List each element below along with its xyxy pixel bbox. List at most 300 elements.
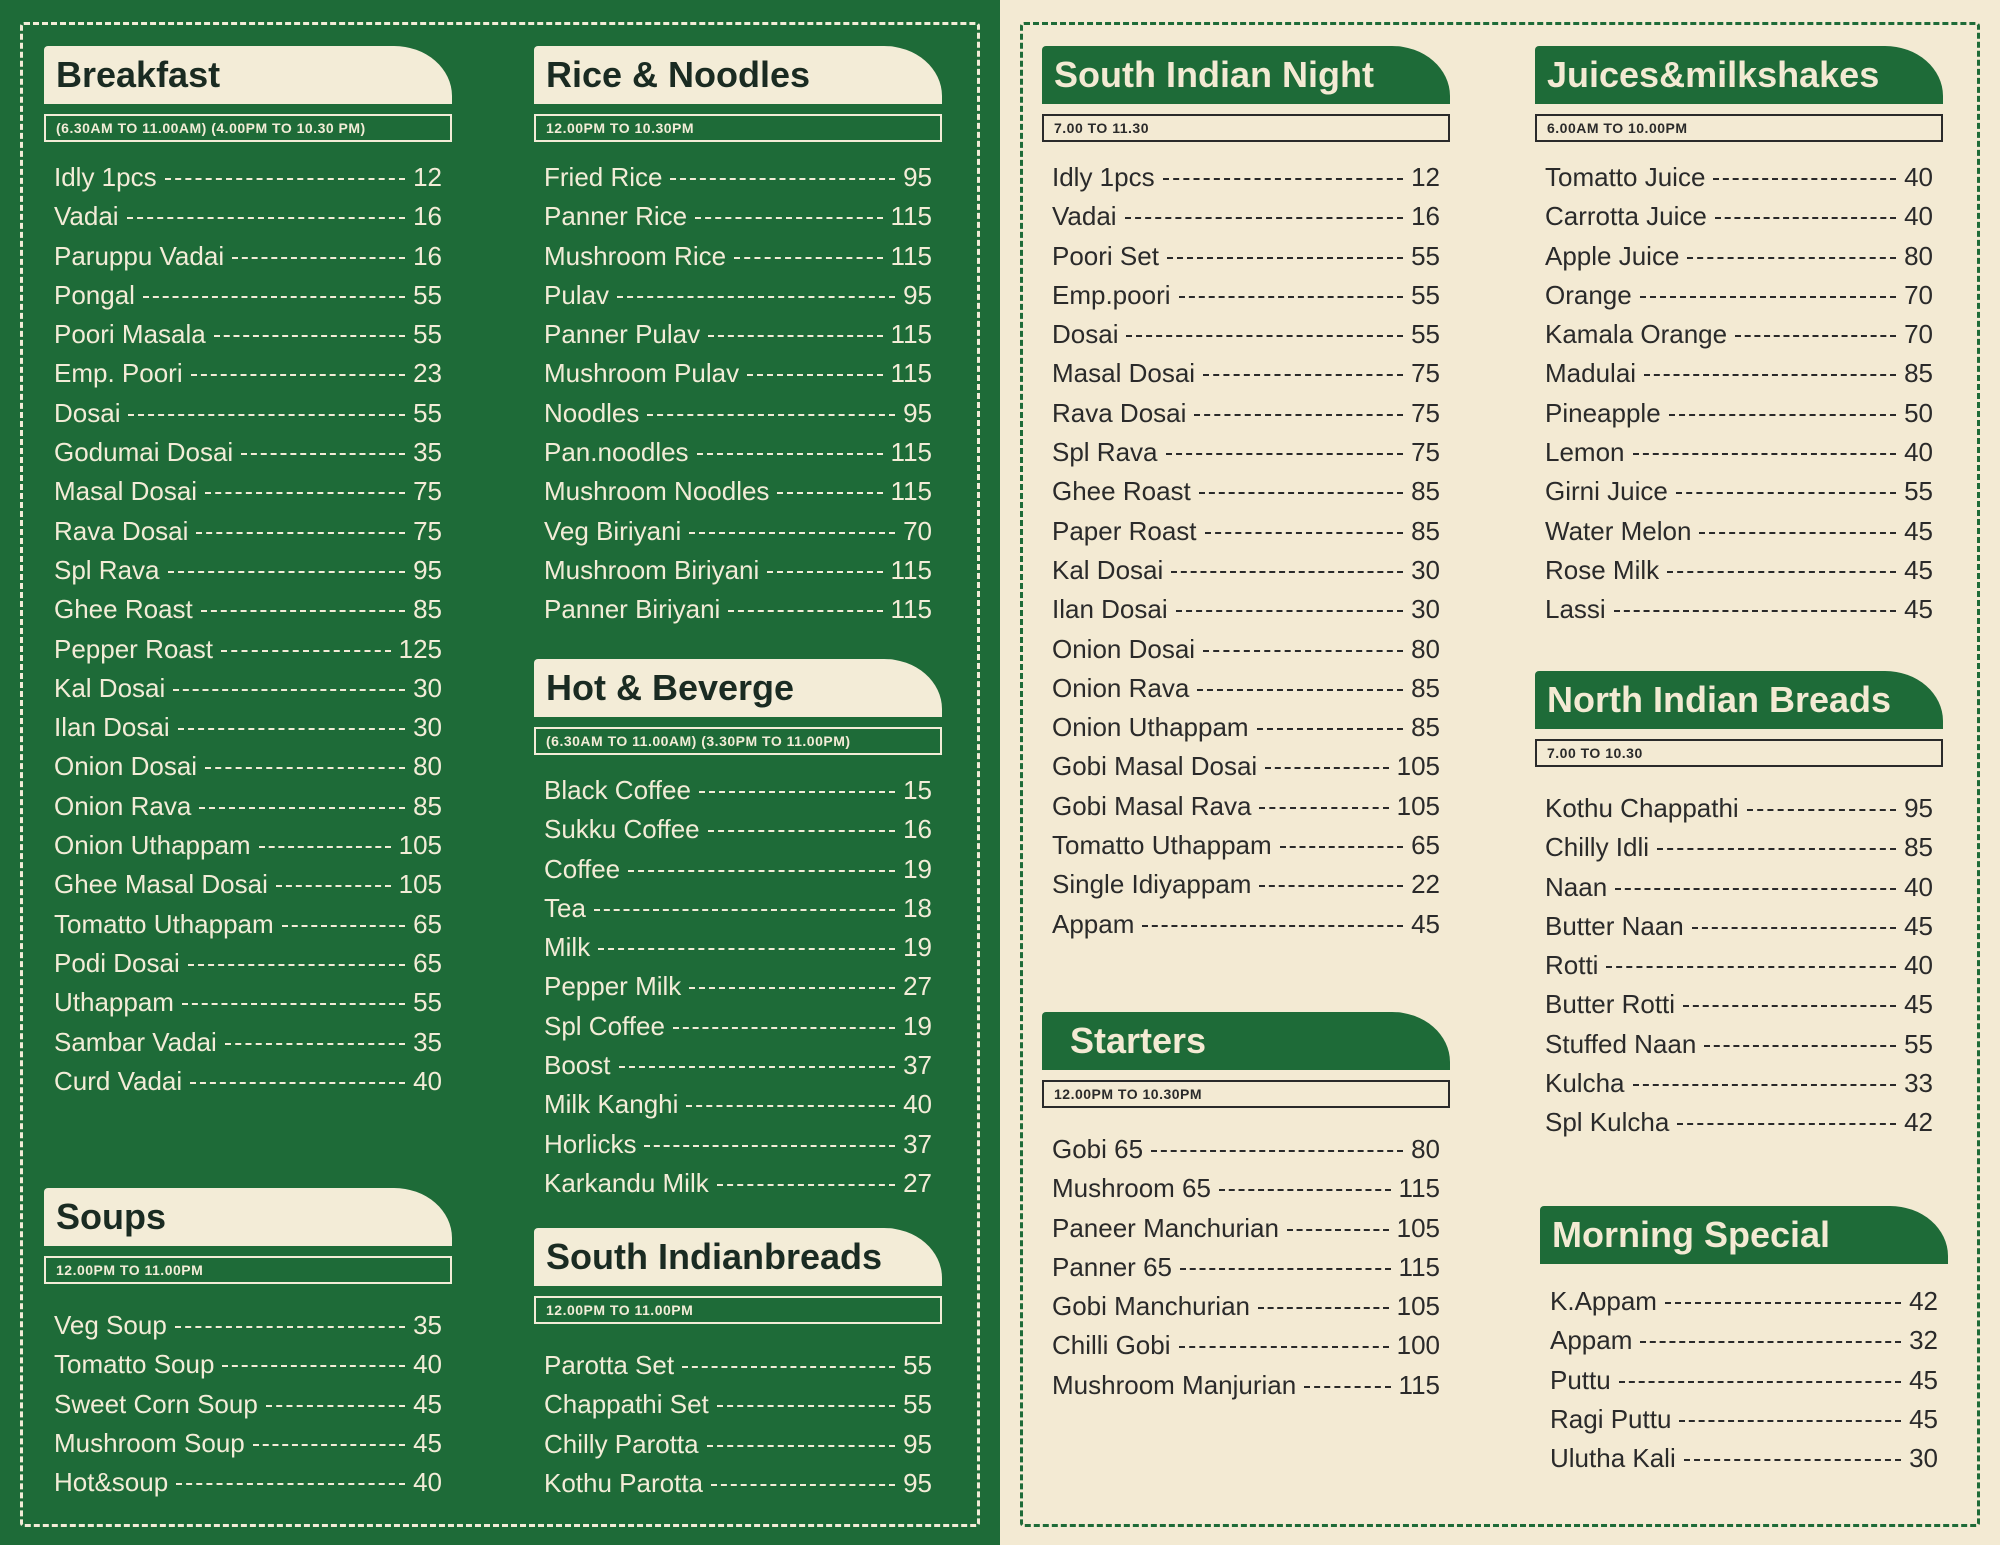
menu-item xyxy=(534,1089,942,1128)
item-name: Mushroom 65 xyxy=(1052,1173,1211,1204)
dotted-leader xyxy=(128,414,405,416)
item-name: Tomatto Soup xyxy=(54,1349,215,1380)
item-name: Mushroom Pulav xyxy=(544,358,740,389)
menu-item xyxy=(1535,476,1943,515)
menu-item xyxy=(1042,594,1450,633)
menu-item xyxy=(1540,1443,1948,1482)
menu-item xyxy=(1042,1213,1450,1252)
item-price: 55 xyxy=(903,1350,932,1380)
item-name: Gobi 65 xyxy=(1052,1134,1144,1164)
item-list xyxy=(44,162,452,1105)
dotted-leader xyxy=(747,374,882,376)
item-price: 30 xyxy=(413,672,442,703)
item-name: Lassi xyxy=(1545,594,1606,625)
menu-item xyxy=(1042,869,1450,908)
item-price: 80 xyxy=(1411,1134,1440,1164)
item-price: 105 xyxy=(1396,790,1440,821)
item-name: Kothu Chappathi xyxy=(1545,793,1739,823)
menu-item xyxy=(44,1389,452,1428)
dotted-leader xyxy=(711,1484,895,1486)
item-name: Uthappam xyxy=(54,987,174,1018)
item-name: Chilly Parotta xyxy=(544,1428,699,1459)
dotted-leader xyxy=(199,807,405,809)
dotted-leader xyxy=(717,1184,895,1186)
dotted-leader xyxy=(628,870,895,872)
menu-item xyxy=(534,516,942,555)
item-price: 95 xyxy=(903,397,932,428)
dotted-leader xyxy=(259,846,391,848)
section-title: South Indianbreads xyxy=(534,1228,942,1286)
menu-item xyxy=(1042,909,1450,948)
item-name: Onion Uthappam xyxy=(54,830,251,861)
item-price: 45 xyxy=(1904,515,1933,546)
item-name: Chilly Idli xyxy=(1545,832,1650,863)
menu-item xyxy=(44,909,452,948)
item-name: Paneer Manchurian xyxy=(1052,1212,1279,1243)
dotted-leader xyxy=(1180,1268,1391,1270)
dotted-leader xyxy=(697,453,883,455)
dotted-leader xyxy=(1194,414,1403,416)
item-name: Kal Dosai xyxy=(54,672,166,703)
dotted-leader xyxy=(617,296,895,298)
dotted-leader xyxy=(689,987,895,989)
item-price: 40 xyxy=(1904,950,1933,981)
menu-item xyxy=(534,775,942,814)
item-name: Rotti xyxy=(1545,950,1599,981)
item-price: 35 xyxy=(413,437,442,468)
item-price: 115 xyxy=(890,476,932,507)
dotted-leader xyxy=(699,791,895,793)
dotted-leader xyxy=(1151,1150,1403,1152)
section-hours: (6.30AM TO 11.00AM) (3.30PM TO 11.00PM) xyxy=(534,727,942,755)
menu-item xyxy=(1535,989,1943,1028)
dotted-leader xyxy=(225,1043,405,1045)
item-price: 115 xyxy=(890,594,932,625)
menu-item xyxy=(534,162,942,201)
menu-item xyxy=(1540,1286,1948,1325)
item-name: Kal Dosai xyxy=(1052,554,1164,585)
menu-item xyxy=(44,1310,452,1349)
dotted-leader xyxy=(1287,1229,1389,1231)
menu-item xyxy=(1042,437,1450,476)
item-price: 45 xyxy=(1904,910,1933,941)
dotted-leader xyxy=(205,492,405,494)
item-price: 85 xyxy=(1411,672,1440,703)
section-breakfast xyxy=(44,46,452,1105)
dotted-leader xyxy=(1205,532,1404,534)
menu-item xyxy=(1535,1107,1943,1146)
item-list xyxy=(1540,1286,1948,1482)
menu-item xyxy=(534,319,942,358)
dotted-leader xyxy=(695,217,882,219)
dotted-leader xyxy=(1665,1302,1901,1304)
item-price: 35 xyxy=(413,1026,442,1057)
menu-item xyxy=(44,634,452,673)
menu-item xyxy=(44,1066,452,1105)
dotted-leader xyxy=(205,767,405,769)
item-price: 75 xyxy=(413,476,442,507)
item-price: 85 xyxy=(1411,712,1440,743)
section-title: North Indian Breads xyxy=(1535,671,1943,729)
dotted-leader xyxy=(619,1066,896,1068)
dotted-leader xyxy=(241,453,405,455)
section-title: Juices&milkshakes xyxy=(1535,46,1943,104)
item-name: Naan xyxy=(1545,871,1608,902)
section-soups xyxy=(44,1188,452,1506)
menu-item xyxy=(44,476,452,515)
dotted-leader xyxy=(717,1405,895,1407)
item-name: Kamala Orange xyxy=(1545,319,1728,350)
item-name: Rava Dosai xyxy=(54,515,189,546)
dotted-leader xyxy=(173,689,405,691)
menu-item xyxy=(1535,201,1943,240)
section-title: Morning Special xyxy=(1540,1206,1948,1264)
item-price: 100 xyxy=(1396,1330,1440,1361)
dotted-leader xyxy=(1657,848,1896,850)
dotted-leader xyxy=(1125,217,1404,219)
item-name: Butter Naan xyxy=(1545,910,1684,941)
item-name: Black Coffee xyxy=(544,775,691,805)
item-name: Spl Kulcha xyxy=(1545,1107,1670,1138)
item-price: 23 xyxy=(413,358,442,389)
item-price: 22 xyxy=(1411,869,1440,900)
item-price: 30 xyxy=(413,712,442,743)
menu-item xyxy=(534,398,942,437)
item-price: 65 xyxy=(1411,830,1440,861)
menu-item xyxy=(1042,476,1450,515)
item-name: Noodles xyxy=(544,397,640,428)
item-price: 70 xyxy=(1904,279,1933,310)
menu-item xyxy=(44,516,452,555)
item-name: Curd Vadai xyxy=(54,1065,183,1096)
menu-item xyxy=(1042,791,1450,830)
menu-item xyxy=(1540,1325,1948,1364)
dotted-leader xyxy=(1614,610,1896,612)
menu-item xyxy=(1535,280,1943,319)
item-price: 42 xyxy=(1909,1286,1938,1316)
dotted-leader xyxy=(1606,966,1896,968)
dotted-leader xyxy=(647,414,895,416)
dotted-leader xyxy=(165,178,405,180)
item-price: 40 xyxy=(413,1349,442,1380)
item-name: Single Idiyappam xyxy=(1052,869,1252,900)
item-price: 115 xyxy=(1398,1173,1440,1204)
section-title: Rice & Noodles xyxy=(534,46,942,104)
dotted-leader xyxy=(708,830,895,832)
item-name: Ragi Puttu xyxy=(1550,1403,1672,1434)
item-price: 80 xyxy=(1904,240,1933,271)
menu-item xyxy=(534,594,942,633)
item-name: Panner Biriyani xyxy=(544,594,721,625)
item-price: 15 xyxy=(903,775,932,805)
dotted-leader xyxy=(1677,1123,1896,1125)
item-price: 80 xyxy=(1411,633,1440,664)
item-price: 42 xyxy=(1904,1107,1933,1138)
dotted-leader xyxy=(214,335,405,337)
item-name: Gobi Masal Rava xyxy=(1052,790,1252,821)
menu-item xyxy=(1042,712,1450,751)
item-price: 55 xyxy=(1411,240,1440,271)
menu-item xyxy=(44,358,452,397)
menu-item xyxy=(534,1429,942,1468)
item-price: 95 xyxy=(903,279,932,310)
item-price: 55 xyxy=(1904,1028,1933,1059)
item-name: Chilli Gobi xyxy=(1052,1330,1171,1361)
item-price: 45 xyxy=(1904,594,1933,625)
item-price: 85 xyxy=(1411,476,1440,507)
dotted-leader xyxy=(1667,571,1896,573)
dotted-leader xyxy=(670,178,895,180)
dotted-leader xyxy=(767,571,882,573)
item-name: Dosai xyxy=(54,397,121,428)
section-title: South Indian Night xyxy=(1042,46,1450,104)
menu-item xyxy=(44,437,452,476)
menu-item xyxy=(534,1350,942,1389)
menu-item xyxy=(1042,1252,1450,1291)
menu-item xyxy=(534,854,942,893)
dotted-leader xyxy=(1203,374,1403,376)
item-price: 115 xyxy=(1398,1251,1440,1282)
menu-item xyxy=(1042,1291,1450,1330)
dotted-leader xyxy=(1713,178,1896,180)
item-price: 40 xyxy=(413,1467,442,1498)
menu-item xyxy=(1042,358,1450,397)
dotted-leader xyxy=(175,1326,405,1328)
item-list xyxy=(1042,162,1450,948)
section-hours: 12.00PM TO 10.30PM xyxy=(534,114,942,142)
dotted-leader xyxy=(1166,453,1404,455)
item-price: 95 xyxy=(903,1467,932,1498)
section-title: Soups xyxy=(44,1188,452,1246)
item-name: Panner 65 xyxy=(1052,1251,1172,1282)
item-name: Milk Kanghi xyxy=(544,1089,679,1120)
section-hours: (6.30AM TO 11.00AM) (4.00PM TO 10.30 PM) xyxy=(44,114,452,142)
dotted-leader xyxy=(1219,1189,1391,1191)
item-price: 30 xyxy=(1411,554,1440,585)
dotted-leader xyxy=(1265,767,1388,769)
menu-item xyxy=(1535,162,1943,201)
item-price: 105 xyxy=(1396,1291,1440,1322)
item-name: Appam xyxy=(1052,908,1135,939)
dotted-leader xyxy=(1176,610,1403,612)
item-price: 50 xyxy=(1904,397,1933,428)
item-list xyxy=(534,162,942,634)
menu-item xyxy=(44,1027,452,1066)
item-name: Apple Juice xyxy=(1545,240,1680,271)
item-price: 70 xyxy=(1904,319,1933,350)
item-name: Kothu Parotta xyxy=(544,1467,703,1498)
item-price: 45 xyxy=(1411,908,1440,939)
item-name: Rose Milk xyxy=(1545,554,1660,585)
item-name: Mushroom Rice xyxy=(544,240,727,271)
menu-item xyxy=(534,201,942,240)
item-price: 55 xyxy=(413,279,442,310)
menu-item xyxy=(44,398,452,437)
item-price: 12 xyxy=(1411,162,1440,192)
menu-item xyxy=(1042,398,1450,437)
item-price: 125 xyxy=(398,633,442,664)
item-price: 105 xyxy=(398,830,442,861)
section-hot-beverage xyxy=(534,659,942,1207)
item-name: Coffee xyxy=(544,853,621,884)
dotted-leader xyxy=(777,492,882,494)
item-price: 105 xyxy=(1396,1212,1440,1243)
item-name: Poori Masala xyxy=(54,319,206,350)
menu-item xyxy=(44,987,452,1026)
menu-item xyxy=(534,1389,942,1428)
item-price: 115 xyxy=(890,358,932,389)
item-name: K.Appam xyxy=(1550,1286,1657,1316)
dotted-leader xyxy=(1167,257,1403,259)
item-price: 70 xyxy=(903,515,932,546)
item-name: Chappathi Set xyxy=(544,1389,709,1420)
item-name: Masal Dosai xyxy=(54,476,198,507)
item-name: Kulcha xyxy=(1545,1068,1625,1099)
menu-item xyxy=(44,201,452,240)
item-name: Pepper Roast xyxy=(54,633,213,664)
item-name: Carrotta Juice xyxy=(1545,201,1707,232)
dotted-leader xyxy=(1669,414,1896,416)
menu-item xyxy=(534,893,942,932)
item-price: 45 xyxy=(413,1427,442,1458)
menu-item xyxy=(44,673,452,712)
dotted-leader xyxy=(1692,927,1896,929)
item-name: Tomatto Uthappam xyxy=(54,908,274,939)
item-name: Paper Roast xyxy=(1052,515,1197,546)
item-price: 16 xyxy=(413,201,442,232)
menu-item xyxy=(1535,437,1943,476)
item-price: 45 xyxy=(1909,1364,1938,1395)
menu-item xyxy=(1540,1365,1948,1404)
item-price: 85 xyxy=(1904,832,1933,863)
item-price: 115 xyxy=(890,554,932,585)
item-name: Appam xyxy=(1550,1325,1633,1356)
item-price: 95 xyxy=(1904,793,1933,823)
menu-item xyxy=(1535,555,1943,594)
item-name: Mushroom Noodles xyxy=(544,476,770,507)
dotted-leader xyxy=(1259,807,1388,809)
item-price: 30 xyxy=(1909,1443,1938,1474)
item-name: Sweet Corn Soup xyxy=(54,1388,258,1419)
item-name: Madulai xyxy=(1545,358,1637,389)
section-hours: 7.00 TO 10.30 xyxy=(1535,739,1943,767)
dotted-leader xyxy=(1258,1307,1389,1309)
item-name: Podi Dosai xyxy=(54,947,180,978)
item-name: Orange xyxy=(1545,279,1632,310)
item-name: Gobi Masal Dosai xyxy=(1052,751,1258,782)
dotted-leader xyxy=(644,1145,895,1147)
item-price: 45 xyxy=(413,1388,442,1419)
item-price: 16 xyxy=(413,240,442,271)
item-name: Onion Rava xyxy=(1052,672,1190,703)
item-list xyxy=(1042,1134,1450,1409)
item-price: 95 xyxy=(903,1428,932,1459)
menu-item xyxy=(1042,319,1450,358)
item-name: Ilan Dosai xyxy=(1052,594,1168,625)
menu-item xyxy=(1042,162,1450,201)
dotted-leader xyxy=(1640,1341,1901,1343)
item-name: Vadai xyxy=(54,201,119,232)
menu-item xyxy=(534,971,942,1010)
menu-item xyxy=(1042,201,1450,240)
item-price: 40 xyxy=(413,1065,442,1096)
dotted-leader xyxy=(594,909,895,911)
dotted-leader xyxy=(127,217,406,219)
dotted-leader xyxy=(176,1483,405,1485)
section-morning-special xyxy=(1540,1206,1948,1482)
item-name: Spl Coffee xyxy=(544,1010,665,1041)
dotted-leader xyxy=(1619,1381,1901,1383)
menu-item xyxy=(1042,830,1450,869)
menu-item xyxy=(1042,1173,1450,1212)
item-name: Pan.noodles xyxy=(544,437,689,468)
item-name: Ulutha Kali xyxy=(1550,1443,1676,1474)
menu-item xyxy=(534,1468,942,1507)
dotted-leader xyxy=(1747,809,1896,811)
item-name: Pulav xyxy=(544,279,610,310)
menu-item xyxy=(44,555,452,594)
menu-item xyxy=(44,712,452,751)
item-name: Karkandu Milk xyxy=(544,1167,709,1198)
dotted-leader xyxy=(689,532,895,534)
dotted-leader xyxy=(253,1444,405,1446)
menu-item xyxy=(44,1428,452,1467)
dotted-leader xyxy=(708,335,882,337)
menu-item xyxy=(1535,950,1943,989)
item-name: Vadai xyxy=(1052,201,1117,232)
item-name: Stuffed Naan xyxy=(1545,1028,1697,1059)
item-name: Panner Pulav xyxy=(544,319,701,350)
menu-item xyxy=(44,751,452,790)
item-name: Mushroom Soup xyxy=(54,1427,245,1458)
item-price: 55 xyxy=(1904,476,1933,507)
item-name: Boost xyxy=(544,1050,611,1081)
dotted-leader xyxy=(190,1082,405,1084)
item-price: 32 xyxy=(1909,1325,1938,1356)
dotted-leader xyxy=(1687,257,1896,259)
section-hours: 6.00AM TO 10.00PM xyxy=(1535,114,1943,142)
item-name: Pineapple xyxy=(1545,397,1661,428)
item-name: Tomatto Juice xyxy=(1545,162,1706,192)
item-price: 19 xyxy=(903,1010,932,1041)
dotted-leader xyxy=(222,1365,405,1367)
menu-item xyxy=(1042,1370,1450,1409)
menu-item xyxy=(534,1050,942,1089)
item-price: 55 xyxy=(413,987,442,1018)
item-price: 80 xyxy=(413,751,442,782)
item-name: Milk xyxy=(544,932,591,963)
dotted-leader xyxy=(1179,296,1404,298)
section-hours: 12.00PM TO 11.00PM xyxy=(44,1256,452,1284)
item-price: 27 xyxy=(903,971,932,1002)
item-price: 85 xyxy=(1904,358,1933,389)
item-price: 40 xyxy=(1904,871,1933,902)
item-name: Onion Rava xyxy=(54,790,192,821)
menu-item xyxy=(1535,793,1943,832)
item-name: Mushroom Manjurian xyxy=(1052,1369,1297,1400)
item-price: 55 xyxy=(413,319,442,350)
menu-item xyxy=(1535,358,1943,397)
menu-item xyxy=(44,791,452,830)
item-price: 115 xyxy=(890,437,932,468)
section-rice-noodles xyxy=(534,46,942,634)
menu-item xyxy=(1535,241,1943,280)
item-name: Girni Juice xyxy=(1545,476,1668,507)
item-name: Ghee Roast xyxy=(54,594,193,625)
item-name: Spl Rava xyxy=(1052,437,1158,468)
menu-item xyxy=(534,476,942,515)
item-price: 65 xyxy=(413,947,442,978)
